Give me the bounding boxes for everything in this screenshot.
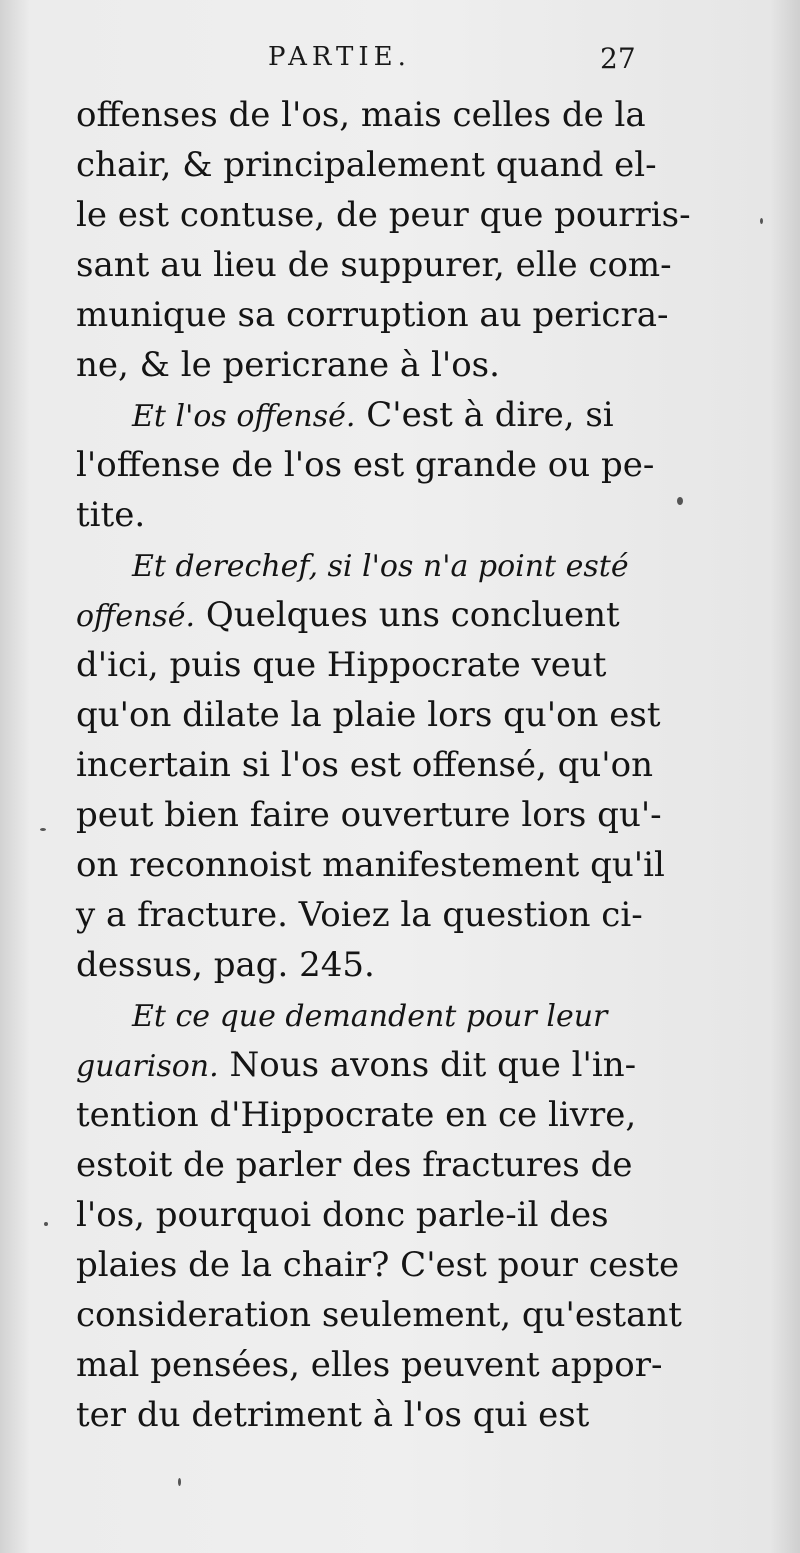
line-text: consideration seulement, qu'estant: [76, 1295, 682, 1335]
line-text: ne, & le pericrane à l'os.: [76, 345, 500, 385]
line-text: le est contuse, de peur que pourris-: [76, 195, 691, 235]
text-line: [76, 1340, 676, 1390]
line-text: sant au lieu de suppurer, elle com-: [76, 245, 672, 285]
lemma-italic: Et l'os offensé.: [132, 399, 356, 434]
text-line: [76, 1390, 676, 1440]
text-line: [76, 590, 676, 640]
text-line: [76, 240, 676, 290]
page-number: 27: [600, 42, 636, 75]
lemma-italic: Et ce que demandent pour leur: [132, 999, 608, 1034]
lemma-italic: guarison.: [76, 1049, 219, 1084]
line-text: estoit de parler des fractures de: [76, 1145, 633, 1185]
text-line: [76, 840, 676, 890]
text-line: [76, 790, 676, 840]
lemma-italic: Et derechef, si l'os n'a point esté: [132, 549, 629, 584]
text-line: [76, 190, 691, 240]
running-head-title: PARTIE.: [268, 42, 411, 72]
ink-speck: [178, 1478, 181, 1486]
line-text: tite.: [76, 495, 146, 535]
text-line: [76, 740, 676, 790]
text-line: [76, 1190, 676, 1240]
running-head: [0, 42, 800, 82]
text-line: [76, 690, 676, 740]
body-text: [76, 90, 691, 1440]
line-text: munique sa corruption au pericra-: [76, 295, 669, 335]
text-line: [76, 1290, 682, 1340]
line-text: tention d'Hippocrate en ce livre,: [76, 1095, 637, 1135]
line-text: plaies de la chair? C'est pour ceste: [76, 1245, 680, 1285]
text-line: [76, 990, 676, 1040]
line-text: dessus, pag. 245.: [76, 945, 375, 985]
text-line: [76, 340, 676, 390]
ink-speck: [677, 497, 683, 505]
text-line: [76, 440, 676, 490]
line-text: mal pensées, elles peuvent appor-: [76, 1345, 663, 1385]
line-text: offenses de l'os, mais celles de la: [76, 95, 646, 135]
ink-speck: [44, 1222, 48, 1226]
line-text: l'offense de l'os est grande ou pe-: [76, 445, 655, 485]
line-text: Quelques uns concluent: [195, 595, 620, 635]
text-line: [76, 90, 676, 140]
line-text: incertain si l'os est offensé, qu'on: [76, 745, 654, 785]
ink-speck: [760, 218, 763, 224]
text-line: [76, 940, 676, 990]
lemma-italic: offensé.: [76, 599, 196, 634]
line-text: Nous avons dit que l'in-: [218, 1045, 637, 1085]
text-line: [76, 1090, 676, 1140]
line-text: C'est à dire, si: [355, 395, 614, 435]
text-line: [76, 890, 676, 940]
line-text: ter du detriment à l'os qui est: [76, 1395, 590, 1435]
line-text: l'os, pourquoi donc parle-il des: [76, 1195, 609, 1235]
line-text: qu'on dilate la plaie lors qu'on est: [76, 695, 661, 735]
text-line: [76, 390, 676, 440]
line-text: on reconnoist manifestement qu'il: [76, 845, 665, 885]
ink-speck: [40, 828, 46, 831]
text-line: [76, 290, 676, 340]
text-line: [76, 540, 676, 590]
line-text: peut bien faire ouverture lors qu'-: [76, 795, 662, 835]
text-line: [76, 1040, 676, 1090]
text-line: [76, 140, 676, 190]
text-line: [76, 490, 676, 540]
line-text: chair, & principalement quand el-: [76, 145, 657, 185]
line-text: y a fracture. Voiez la question ci-: [76, 895, 643, 935]
text-line: [76, 1240, 680, 1290]
line-text: d'ici, puis que Hippocrate veut: [76, 645, 607, 685]
text-line: [76, 1140, 676, 1190]
text-line: [76, 640, 676, 690]
